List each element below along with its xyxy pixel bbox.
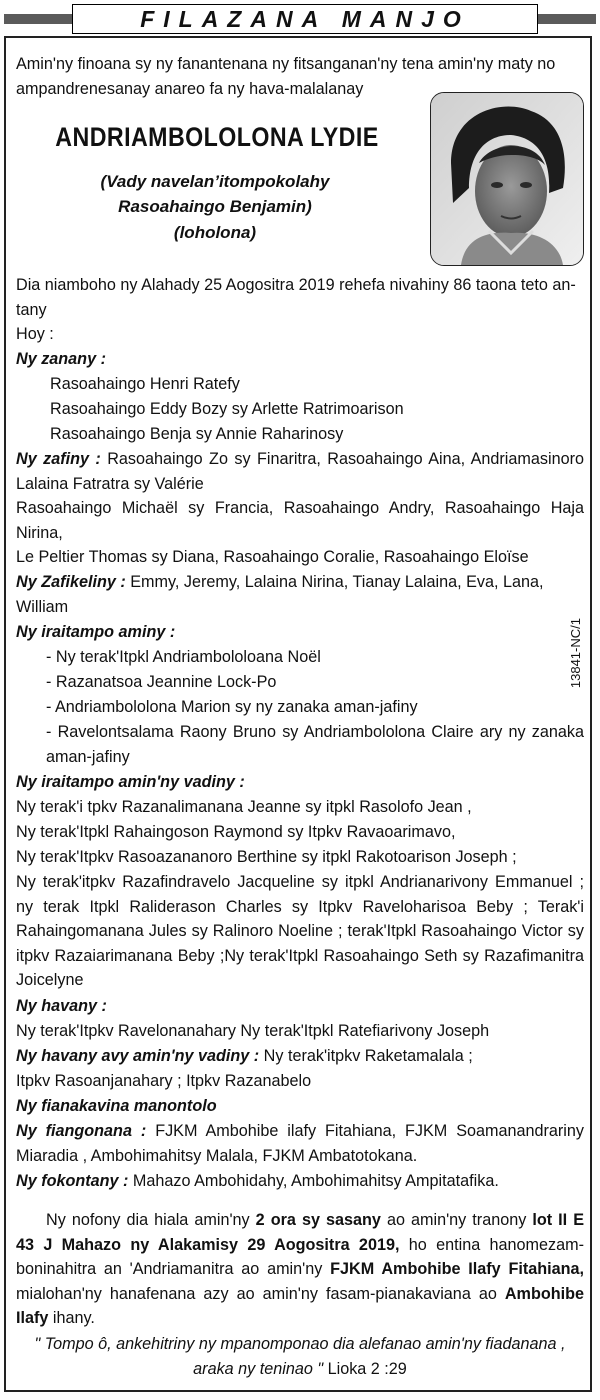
grandchildren-text-3: Le Peltier Thomas sy Diana, Rasoahaingo Coralie, Rasoahaingo Eloïse [16, 548, 529, 566]
spouse-relatives-text-1: Ny terak'itpkv Raketamalala ; [259, 1047, 473, 1065]
great-grandchildren-label: Ny Zafikeliny : [16, 573, 126, 591]
funeral-address-date: lot II E 43 J Mahazo ny Alakamisy 29 Aogositra 2019, [16, 1211, 585, 1254]
siblings-label: Ny iraitampo aminy : [16, 623, 176, 641]
header-banner [4, 4, 596, 34]
spouse-siblings-line-2: Ny terak'Itpkl Rahaingoson Raymond sy Itpkv Ravaoarimavo, [16, 823, 456, 841]
funeral-paragraph [16, 1208, 584, 1331]
funeral-burial-place: Ambohibe Ilafy [16, 1284, 584, 1328]
sibling-3: - Andriambololona Marion sy ny zanaka aman-jafiny [46, 698, 418, 716]
relatives-text: Ny terak'Itpkv Ravelonanahary Ny terak'Itpkl Ratefiarivony Joseph [16, 1022, 490, 1040]
spouse-siblings-label: Ny iraitampo amin'ny vadiny : [16, 773, 245, 791]
whole-family-label: Ny fianakavina manontolo [16, 1097, 217, 1115]
grandchildren-paragraph [16, 447, 584, 496]
intro-text: Amin'ny finoana sy ny fanantenana ny fitsanganan'ny tena amin'ny maty no ampandrenesanay anareo fa ny hava-malalanay [16, 55, 556, 98]
grandchildren-text-2: Rasoahaingo Michaël sy Francia, Rasoahaingo Andry, Rasoahaingo Haja Nirina, [16, 499, 584, 542]
great-grandchildren-paragraph [16, 570, 584, 619]
bible-quote-text: " Tompo ô, ankehitriny ny mpanomponao dia alefanao amin'ny fiadanana , araka ny teninao " [34, 1335, 566, 1378]
page-title: FILAZANA MANJO [140, 5, 470, 32]
spouse-relatives-paragraph [16, 1044, 584, 1069]
child-2: Rasoahaingo Eddy Bozy sy Arlette Ratrimoarison [50, 400, 404, 418]
grandchildren-label: Ny zafiny : [16, 450, 101, 468]
spouse-relatives-text-2: Itpkv Rasoanjanahary ; Itpkv Razanabelo [16, 1072, 312, 1090]
fokontany-label: Ny fokontany : [16, 1172, 129, 1190]
relatives-label: Ny havany : [16, 997, 107, 1015]
funeral-text-3: ho entina hanomezam-boninahitra an 'Andriamanitra ao amin'ny [16, 1235, 584, 1279]
funeral-text-2: ao amin'ny tranony [380, 1211, 533, 1229]
children-label: Ny zanany : [16, 350, 106, 368]
child-1: Rasoahaingo Henri Ratefy [50, 375, 240, 393]
church-label: Ny fiangonana : [16, 1122, 147, 1140]
bible-quote-reference: Lioka 2 :29 [323, 1359, 407, 1378]
great-grandchildren-text: Emmy, Jeremy, Lalaina Nirina, Tianay Lalaina, Eva, Lana, William [16, 573, 544, 616]
hoy-label: Hoy : [16, 325, 54, 343]
child-3: Rasoahaingo Benja sy Annie Raharinosy [50, 425, 344, 443]
bible-quote [16, 1332, 584, 1381]
death-announcement: Dia niamboho ny Alahady 25 Aogositra 2019 rehefa nivahiny 86 taona teto an-tany [16, 276, 576, 319]
portrait-image [431, 93, 583, 265]
fokontany-paragraph [16, 1169, 584, 1194]
grandchildren-text-1: Rasoahaingo Zo sy Finaritra, Rasoahaingo Aina, Andriamasinoro Lalaina Fatratra sy Valérie [16, 450, 584, 493]
reference-code-box [568, 618, 586, 728]
fokontany-text: Mahazo Ambohidahy, Ambohimahitsy Ampitatafika. [128, 1172, 499, 1190]
deceased-spouse-line1: (Vady navelan’itompokolahy [100, 172, 330, 191]
sibling-4: - Ravelontsalama Raony Bruno sy Andriambololona Claire ary ny zanaka aman-jafiny [46, 723, 584, 766]
spouse-relatives-label: Ny havany avy amin'ny vadiny : [16, 1047, 260, 1065]
deceased-title: (loholona) [173, 223, 257, 242]
deceased-photo [430, 92, 584, 266]
sibling-2: - Razanatsoa Jeannine Lock-Po [46, 673, 277, 691]
funeral-text-5: ihany. [48, 1309, 95, 1328]
sibling-1: - Ny terak'Itpkl Andriambololoana Noël [46, 648, 321, 666]
funeral-time: 2 ora sy sasany [255, 1211, 381, 1229]
spouse-siblings-line-1: Ny terak'i tpkv Razanalimanana Jeanne sy itpkl Rasolofo Jean , [16, 798, 472, 816]
funeral-text-1: Ny nofony dia hiala amin'ny [46, 1211, 256, 1229]
funeral-church: FJKM Ambohibe Ilafy Fitahiana, [330, 1260, 584, 1279]
spouse-siblings-line-4: Ny terak'itpkv Razafindravelo Jacqueline sy itpkl Andrianarivony Emmanuel ; ny terak Itpkl Raliderason Charles sy Itpkv Raveloharisoa Beby ; Terak'i Rahaingomanana Jules sy Ralinoro Noeline ; terak'Itpkl Rasoahaingo Victor sy itpkv Razaiarimanana Beby ;Ny terak'Itpkl Rasoahaingo Seth sy Razafimanitra Joicelyne [16, 873, 584, 990]
funeral-text-4: mialohan'ny hanafenana azy ao amin'ny fasam-pianakaviana ao [16, 1284, 505, 1303]
spouse-siblings-line-3: Ny terak'Itpkv Rasoazananoro Berthine sy itpkl Rakotoarison Joseph ; [16, 848, 517, 866]
deceased-spouse-line2: Rasoahaingo Benjamin) [118, 197, 312, 216]
reference-code: 13841-NC/1 [568, 618, 583, 689]
church-paragraph [16, 1119, 584, 1168]
church-text: FJKM Ambohibe ilafy Fitahiana, FJKM Soamanandrariny Miaradia , Ambohimahitsy Malala, FJKM Ambatotokana. [16, 1122, 584, 1165]
deceased-name: ANDRIAMBOLOLONA LYDIE [55, 122, 379, 152]
header-title-box [72, 4, 538, 34]
